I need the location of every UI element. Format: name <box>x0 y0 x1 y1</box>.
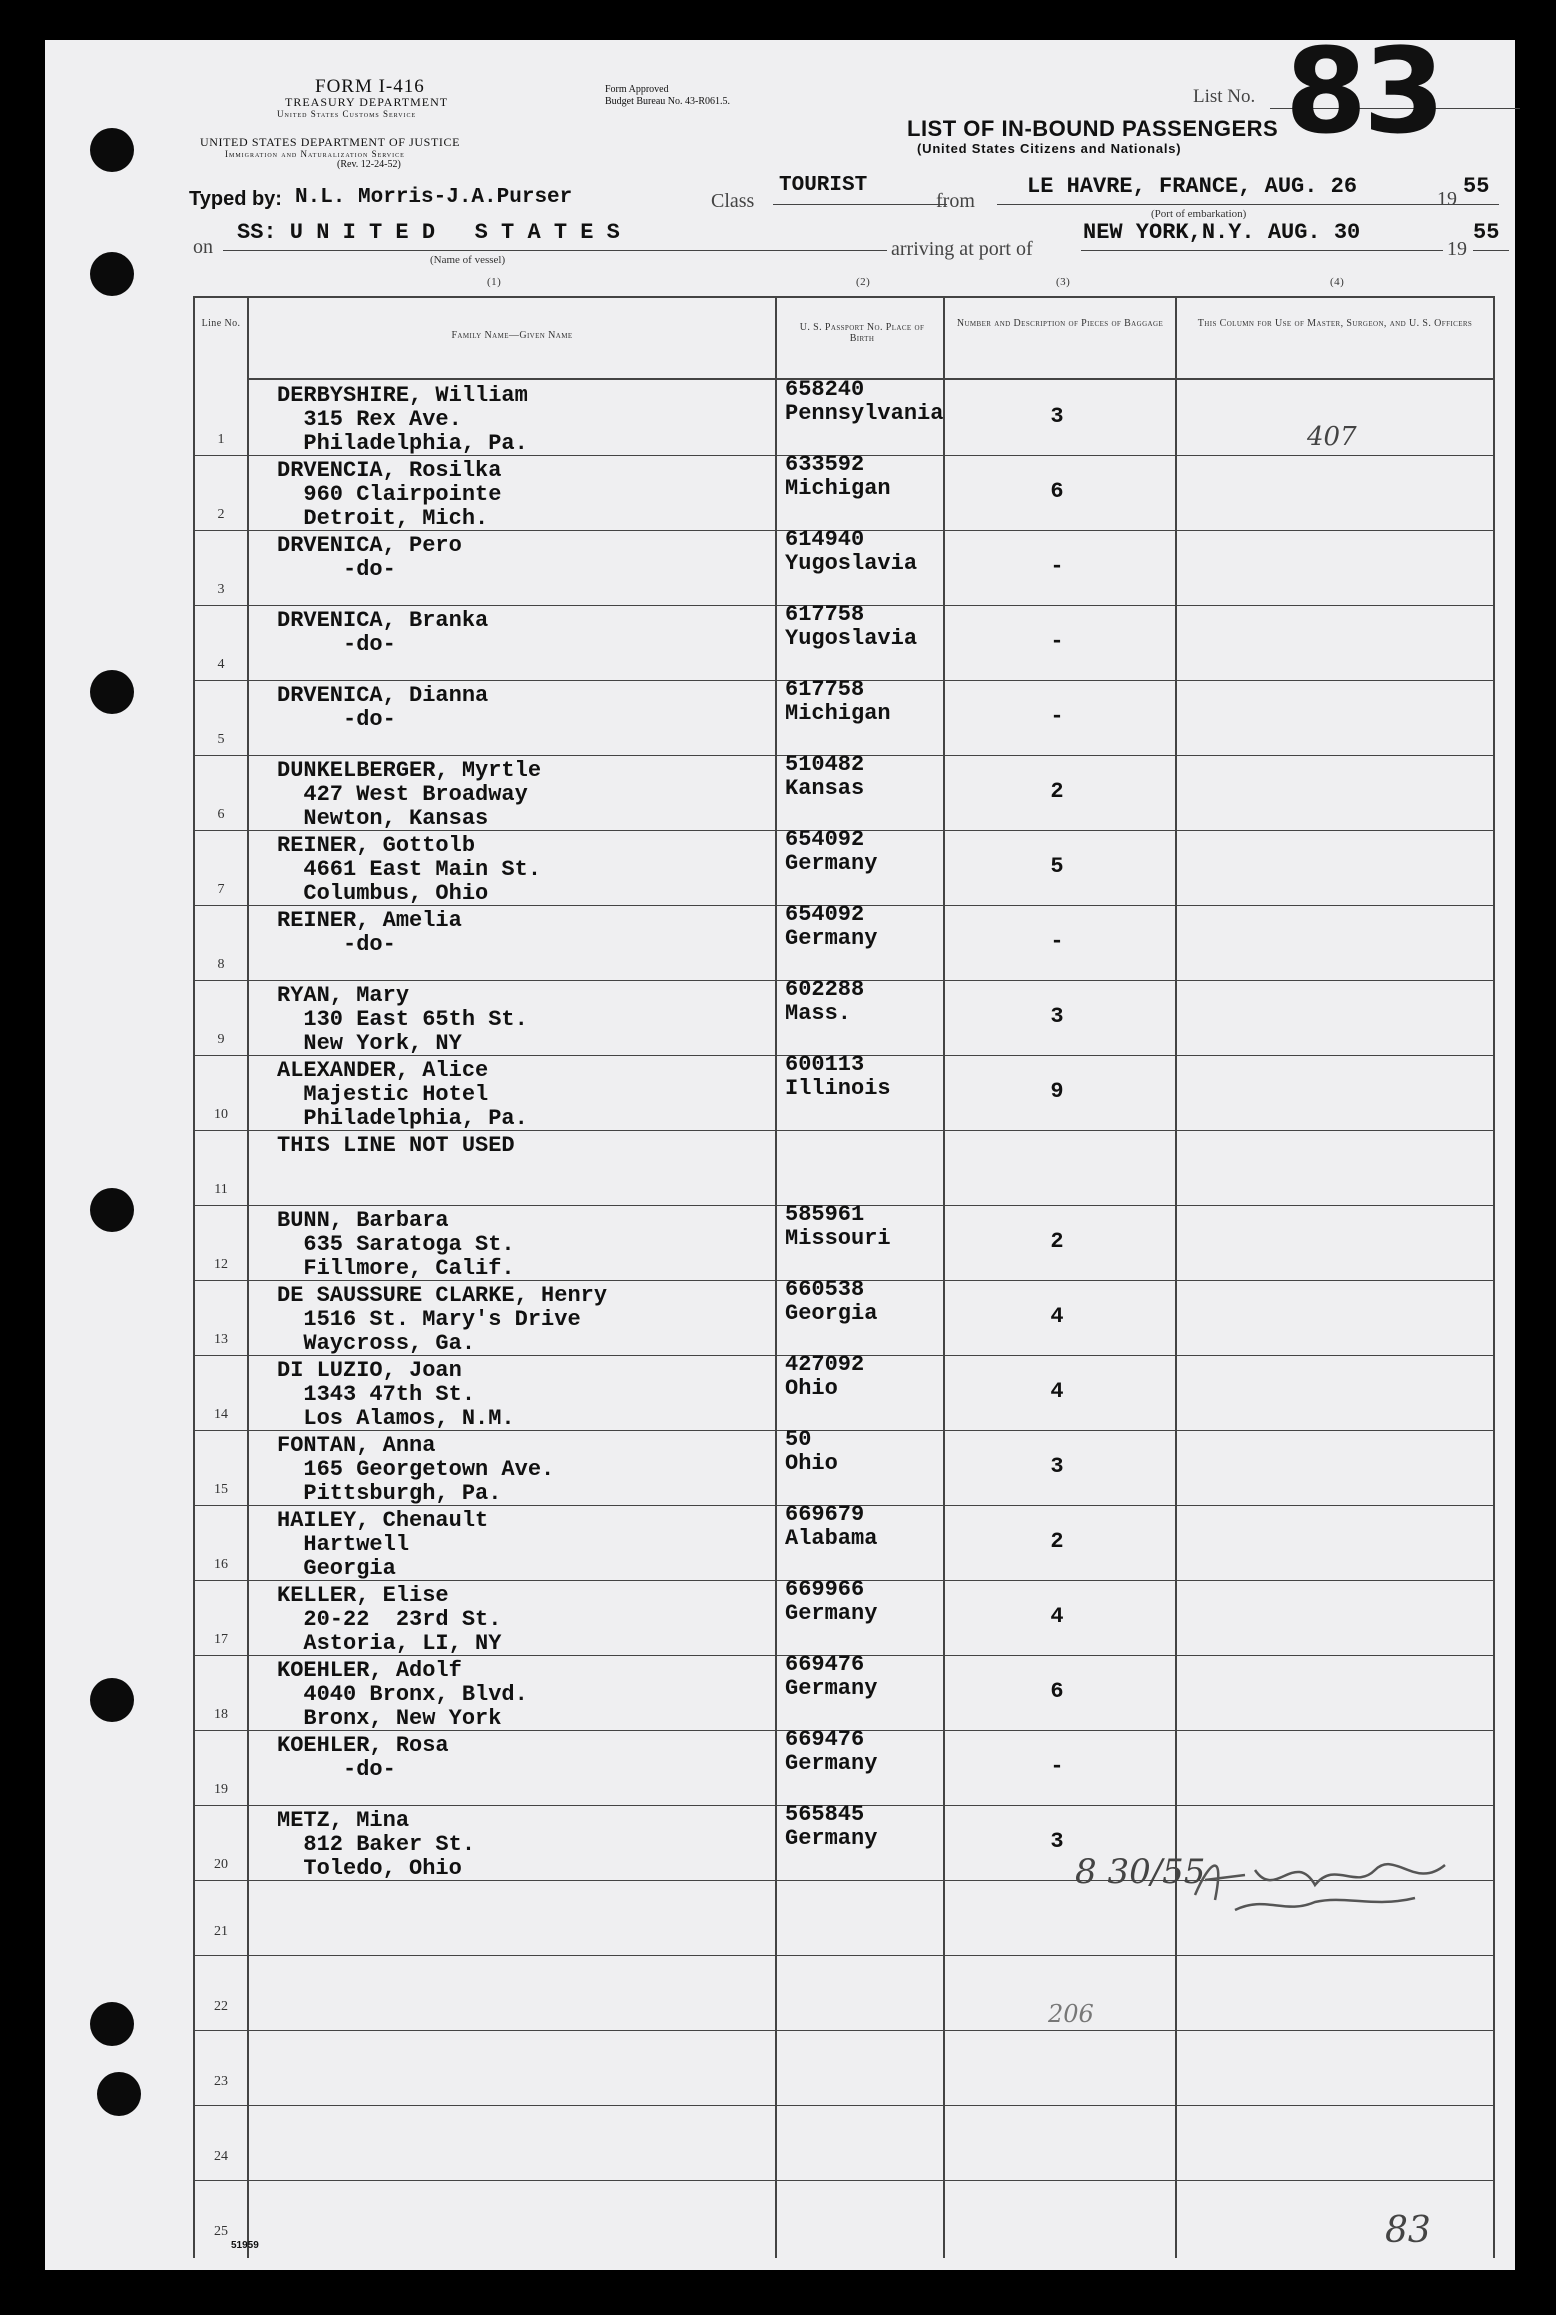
baggage-count: 6 <box>1050 1679 1064 1704</box>
binder-hole <box>90 2002 134 2046</box>
place-of-birth: Alabama <box>785 1526 878 1551</box>
place-of-birth: Germany <box>785 1676 878 1701</box>
passport-cell <box>785 603 917 651</box>
name-line-2: -do- <box>277 932 396 957</box>
passport-number: 617758 <box>785 602 865 627</box>
place-of-birth: Germany <box>785 1601 878 1626</box>
passport-number: 427092 <box>785 1352 865 1377</box>
passport-cell <box>785 903 877 951</box>
line-number: 21 <box>214 1924 228 1939</box>
place-of-birth: Ohio <box>785 1451 838 1476</box>
name-line-1: DRVENICA, Branka <box>277 608 489 633</box>
table-row <box>195 977 1493 1056</box>
name-line-3: Bronx, New York <box>277 1706 502 1731</box>
document-page <box>45 22 1515 2270</box>
place-of-birth: Georgia <box>785 1301 878 1326</box>
baggage-count: 3 <box>1050 404 1064 429</box>
table-row <box>195 1352 1493 1431</box>
line-number: 4 <box>217 657 225 672</box>
table-row <box>195 1052 1493 1131</box>
port-embarkation-caption: (Port of embarkation) <box>1151 208 1247 220</box>
col-header-baggage: Number and Description of Pieces of Baggage <box>956 318 1164 329</box>
table-row <box>195 827 1493 906</box>
binder-hole <box>97 2072 141 2116</box>
baggage-count: - <box>1050 929 1064 954</box>
passport-cell <box>785 978 864 1026</box>
line-number: 11 <box>214 1182 228 1197</box>
baggage-count: - <box>1050 1754 1064 1779</box>
table-row <box>195 1502 1493 1581</box>
name-line-1: ALEXANDER, Alice <box>277 1058 489 1083</box>
passenger-name <box>277 1134 515 1158</box>
name-line-3: New York, NY <box>277 1031 462 1056</box>
agency-justice: UNITED STATES DEPARTMENT OF JUSTICE <box>200 135 461 149</box>
agency-treasury-sub: United States Customs Service <box>277 109 417 119</box>
col-caption-1: (1) <box>487 276 502 288</box>
budget-bureau: Budget Bureau No. 43-R061.5. <box>605 96 730 107</box>
line-number: 20 <box>214 1857 228 1872</box>
place-of-birth: Kansas <box>785 776 865 801</box>
passport-number: 669966 <box>785 1577 865 1602</box>
name-line-3: Los Alamos, N.M. <box>277 1406 515 1431</box>
passport-cell <box>785 1053 891 1101</box>
binder-hole <box>90 1188 134 1232</box>
port-of-embarkation: LE HAVRE, FRANCE, AUG. 26 <box>997 174 1467 205</box>
name-line-3: Philadelphia, Pa. <box>277 431 528 456</box>
name-line-3: Newton, Kansas <box>277 806 489 831</box>
line-number: 14 <box>214 1407 228 1422</box>
agency-treasury: TREASURY DEPARTMENT <box>285 95 449 109</box>
place-of-birth: Michigan <box>785 476 891 501</box>
place-of-birth: Yugoslavia <box>785 551 918 576</box>
passport-number: 669476 <box>785 1652 865 1677</box>
col-header-officers: This Column for Use of Master, Surgeon, and U. S. Officers <box>1197 318 1473 329</box>
passport-cell <box>785 1728 877 1776</box>
name-line-2: 960 Clairpointe <box>277 482 502 507</box>
list-no-label: List No. <box>1193 86 1256 107</box>
form-approval: Form Approved <box>605 84 669 95</box>
passport-number: 565845 <box>785 1802 865 1827</box>
name-line-1: BUNN, Barbara <box>277 1208 449 1233</box>
class-value: TOURIST <box>773 174 947 205</box>
table-row <box>195 602 1493 681</box>
baggage-count: - <box>1050 704 1064 729</box>
baggage-count: 3 <box>1050 1454 1064 1479</box>
baggage-count: 4 <box>1050 1304 1064 1329</box>
passenger-name <box>277 909 462 957</box>
passenger-name <box>277 1059 528 1131</box>
passenger-name <box>277 459 501 531</box>
passport-number: 602288 <box>785 977 865 1002</box>
line-number: 3 <box>217 582 225 597</box>
name-line-1: DI LUZIO, Joan <box>277 1358 462 1383</box>
passport-number: 658240 <box>785 377 865 402</box>
passenger-name <box>277 1509 488 1581</box>
from-label: from <box>936 190 975 212</box>
name-line-3: Pittsburgh, Pa. <box>277 1481 502 1506</box>
place-of-birth: Pennsylvania <box>785 401 944 426</box>
passport-number: 660538 <box>785 1277 865 1302</box>
name-line-1: DRVENICA, Pero <box>277 533 462 558</box>
name-line-1: DRVENICA, Dianna <box>277 683 489 708</box>
name-line-3: Philadelphia, Pa. <box>277 1106 528 1131</box>
handwritten-count: 206 <box>1048 2000 1094 2028</box>
table-row <box>195 2030 1493 2106</box>
place-of-birth: Illinois <box>785 1076 891 1101</box>
name-line-3: Toledo, Ohio <box>277 1856 462 1881</box>
passport-cell <box>785 753 864 801</box>
port-of-arrival: NEW YORK,N.Y. AUG. 30 <box>1081 220 1443 251</box>
place-of-birth: Mass. <box>785 1001 852 1026</box>
line-number: 24 <box>214 2149 228 2164</box>
passport-cell <box>785 1578 877 1626</box>
line-number: 16 <box>214 1557 228 1572</box>
name-line-2: 635 Saratoga St. <box>277 1232 515 1257</box>
table-border-top <box>193 296 1494 298</box>
passenger-name <box>277 1734 449 1782</box>
name-line-1: KOEHLER, Rosa <box>277 1733 449 1758</box>
baggage-count: 9 <box>1050 1079 1064 1104</box>
table-border-right <box>1493 296 1495 2258</box>
passport-cell <box>785 1803 877 1851</box>
passport-number: 614940 <box>785 527 865 552</box>
passenger-name <box>277 684 488 732</box>
table-row <box>195 1727 1493 1806</box>
name-line-2: 315 Rex Ave. <box>277 407 462 432</box>
year-prefix-arrival: 19 <box>1447 238 1467 260</box>
table-row <box>195 2180 1493 2255</box>
typed-by-label: Typed by: <box>189 188 282 210</box>
name-line-2: 1343 47th St. <box>277 1382 476 1407</box>
passenger-name <box>277 1584 501 1656</box>
passenger-name <box>277 1659 528 1731</box>
passport-cell <box>785 453 891 501</box>
place-of-birth: Ohio <box>785 1376 838 1401</box>
line-number: 19 <box>214 1782 228 1797</box>
name-line-1: METZ, Mina <box>277 1808 410 1833</box>
binder-hole <box>90 252 134 296</box>
name-line-2: 130 East 65th St. <box>277 1007 528 1032</box>
passenger-name <box>277 1359 515 1431</box>
passport-cell <box>785 528 917 576</box>
table-row <box>195 452 1493 531</box>
year-prefix: 19 <box>1437 188 1457 210</box>
class-label: Class <box>711 190 755 212</box>
col-header-name: Family Name—Given Name <box>451 330 573 341</box>
col-header-line: Line No. <box>201 318 241 329</box>
name-line-2: 427 West Broadway <box>277 782 528 807</box>
name-line-3: Georgia <box>277 1556 396 1581</box>
passport-cell <box>785 378 943 426</box>
list-number: 83 <box>1285 22 1442 160</box>
passenger-name <box>277 384 528 456</box>
name-line-1: REINER, Amelia <box>277 908 462 933</box>
name-line-1: DRVENCIA, Rosilka <box>277 458 502 483</box>
vessel-caption: (Name of vessel) <box>430 254 506 266</box>
binder-hole <box>90 128 134 172</box>
baggage-count: 3 <box>1050 1004 1064 1029</box>
name-line-2: Majestic Hotel <box>277 1082 489 1107</box>
form-subtitle: (United States Citizens and Nationals) <box>917 141 1182 156</box>
name-line-3: Waycross, Ga. <box>277 1331 476 1356</box>
baggage-count: 6 <box>1050 479 1064 504</box>
name-line-2: 20-22 23rd St. <box>277 1607 502 1632</box>
table-row <box>195 527 1493 606</box>
inspector-signature <box>1185 1840 1515 1920</box>
line-number: 2 <box>217 507 225 522</box>
passport-cell <box>785 1503 877 1551</box>
name-line-2: 4040 Bronx, Blvd. <box>277 1682 528 1707</box>
name-line-1: DUNKELBERGER, Myrtle <box>277 758 542 783</box>
line-number: 22 <box>214 1999 228 2014</box>
table-row <box>195 752 1493 831</box>
place-of-birth: Michigan <box>785 701 891 726</box>
passport-number: 669476 <box>785 1727 865 1752</box>
form-number: FORM I-416 <box>315 76 425 97</box>
on-label: on <box>193 236 213 258</box>
passport-cell <box>785 1653 877 1701</box>
table-row <box>195 1202 1493 1281</box>
name-line-2: 812 Baker St. <box>277 1832 476 1857</box>
passenger-name <box>277 1284 607 1356</box>
handwritten-page-number: 83 <box>1385 2210 1431 2251</box>
name-line-2: -do- <box>277 1757 396 1782</box>
binder-hole <box>90 670 134 714</box>
passport-cell <box>785 828 877 876</box>
line-number: 25 <box>214 2224 228 2239</box>
passport-number: 50 <box>785 1427 812 1452</box>
passport-number: 633592 <box>785 452 865 477</box>
table-row <box>195 1577 1493 1656</box>
name-line-3: Columbus, Ohio <box>277 881 489 906</box>
name-line-1: DE SAUSSURE CLARKE, Henry <box>277 1283 608 1308</box>
year-departure: 55 <box>1463 174 1499 205</box>
name-line-2: 165 Georgetown Ave. <box>277 1457 555 1482</box>
form-revision: (Rev. 12-24-52) <box>337 159 401 170</box>
place-of-birth: Missouri <box>785 1226 891 1251</box>
table-row <box>195 2105 1493 2181</box>
line-number: 9 <box>217 1032 225 1047</box>
name-line-1: RYAN, Mary <box>277 983 410 1008</box>
passport-number: 585961 <box>785 1202 865 1227</box>
vessel-name: SS: U N I T E D S T A T E S <box>223 220 887 251</box>
baggage-count: 3 <box>1050 1829 1064 1854</box>
name-line-2: -do- <box>277 632 396 657</box>
name-line-2: 1516 St. Mary's Drive <box>277 1307 581 1332</box>
baggage-count: 2 <box>1050 1529 1064 1554</box>
baggage-count: - <box>1050 629 1064 654</box>
line-number: 13 <box>214 1332 228 1347</box>
place-of-birth: Germany <box>785 851 878 876</box>
name-line-1: FONTAN, Anna <box>277 1433 436 1458</box>
name-line-2: -do- <box>277 557 396 582</box>
baggage-count: 2 <box>1050 1229 1064 1254</box>
baggage-count: 5 <box>1050 854 1064 879</box>
name-line-2: 4661 East Main St. <box>277 857 542 882</box>
passenger-name <box>277 1434 554 1506</box>
year-arrival: 55 <box>1473 220 1509 251</box>
passport-cell <box>785 1278 877 1326</box>
col-caption-4: (4) <box>1330 276 1345 288</box>
table-row <box>195 902 1493 981</box>
passport-number: 510482 <box>785 752 865 777</box>
name-line-1: KOEHLER, Adolf <box>277 1658 462 1683</box>
place-of-birth: Germany <box>785 1751 878 1776</box>
passenger-name <box>277 759 541 831</box>
handwritten-date: 8 30/55 <box>1075 1852 1206 1892</box>
passenger-name <box>277 609 488 657</box>
passport-number: 654092 <box>785 827 865 852</box>
binder-hole <box>90 1678 134 1722</box>
col-caption-3: (3) <box>1056 276 1071 288</box>
line-number: 15 <box>214 1482 228 1497</box>
baggage-count: 2 <box>1050 779 1064 804</box>
passport-number: 600113 <box>785 1052 865 1077</box>
passport-cell <box>785 1203 891 1251</box>
passenger-name <box>277 1809 475 1881</box>
arriving-label: arriving at port of <box>891 238 1033 260</box>
place-of-birth: Germany <box>785 1826 878 1851</box>
table-row <box>195 377 1493 456</box>
passport-number: 617758 <box>785 677 865 702</box>
line-number: 10 <box>214 1107 228 1122</box>
name-line-1: REINER, Gottolb <box>277 833 476 858</box>
passport-cell <box>785 1428 838 1476</box>
table-row <box>195 1427 1493 1506</box>
passenger-name <box>277 834 541 906</box>
col-caption-2: (2) <box>856 276 871 288</box>
agency-justice-sub: Immigration and Naturalization Service <box>225 149 405 159</box>
typed-by-value: N.L. Morris-J.A.Purser <box>295 186 573 209</box>
baggage-count: 4 <box>1050 1379 1064 1404</box>
passport-cell <box>785 678 891 726</box>
footer-code: 51959 <box>231 2240 259 2251</box>
name-line-1: THIS LINE NOT USED <box>277 1133 515 1158</box>
name-line-1: DERBYSHIRE, William <box>277 383 528 408</box>
place-of-birth: Germany <box>785 926 878 951</box>
table-row <box>195 1955 1493 2031</box>
name-line-3: Detroit, Mich. <box>277 506 489 531</box>
line-number: 5 <box>217 732 225 747</box>
line-number: 23 <box>214 2074 228 2089</box>
line-number: 12 <box>214 1257 228 1272</box>
line-number: 1 <box>217 432 225 447</box>
table-row <box>195 1277 1493 1356</box>
table-row <box>195 677 1493 756</box>
line-number: 17 <box>214 1632 228 1647</box>
table-row <box>195 1130 1493 1206</box>
col-header-passport: U. S. Passport No. Place of Birth <box>799 322 925 344</box>
passport-number: 654092 <box>785 902 865 927</box>
passport-cell <box>785 1353 864 1401</box>
passenger-name <box>277 984 528 1056</box>
baggage-count: - <box>1050 554 1064 579</box>
name-line-2: Hartwell <box>277 1532 410 1557</box>
line-number: 7 <box>217 882 225 897</box>
passport-number: 669679 <box>785 1502 865 1527</box>
table-row <box>195 1652 1493 1731</box>
name-line-2: -do- <box>277 707 396 732</box>
place-of-birth: Yugoslavia <box>785 626 918 651</box>
name-line-3: Astoria, LI, NY <box>277 1631 502 1656</box>
name-line-3: Fillmore, Calif. <box>277 1256 515 1281</box>
passenger-name <box>277 1209 515 1281</box>
line-number: 8 <box>217 957 225 972</box>
line-number: 6 <box>217 807 225 822</box>
name-line-1: KELLER, Elise <box>277 1583 449 1608</box>
passenger-name <box>277 534 462 582</box>
baggage-count: 4 <box>1050 1604 1064 1629</box>
form-title: LIST OF IN-BOUND PASSENGERS <box>907 116 1279 141</box>
handwritten-note-407: 407 <box>1307 422 1357 452</box>
name-line-1: HAILEY, Chenault <box>277 1508 489 1533</box>
line-number: 18 <box>214 1707 228 1722</box>
